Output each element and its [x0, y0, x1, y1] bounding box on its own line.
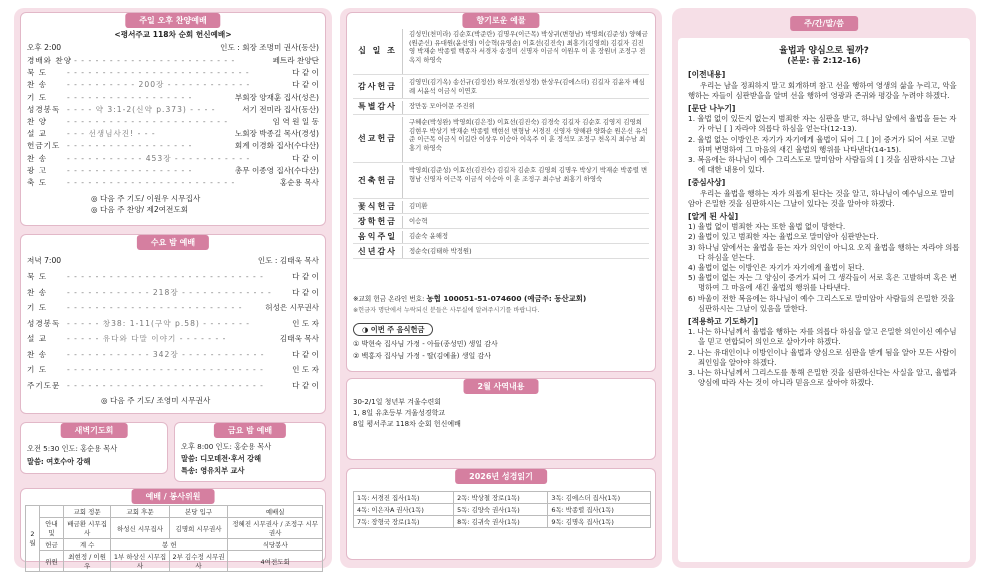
table-cell: 정혜진 시무권사 / 조정구 시무권사	[228, 518, 323, 539]
order-row	[27, 79, 319, 90]
schedule-box	[346, 378, 656, 460]
schedule-header: 2월 사역내용	[464, 379, 539, 394]
table-cell: 안내 및	[40, 518, 64, 539]
table-header-cell: 교회 정문	[64, 506, 111, 518]
account-row	[353, 293, 649, 304]
table-header-cell: 교회 후문	[111, 506, 170, 518]
friday-worship-box	[174, 422, 326, 482]
table-cell: 2부 김수정 시무권사	[169, 551, 228, 572]
sunday-note-2: ◎ 다음 주 찬양/ 제2여전도회	[91, 205, 189, 214]
service-volunteers-header: 예배 / 봉사위원	[132, 489, 215, 504]
order-person: 임 역 원 일 동	[272, 117, 319, 126]
section-central-idea: [중심사상]	[688, 178, 726, 188]
list-item: 1. 나는 하나님께서 율법을 행하는 자를 의롭다 하심을 알고 은밀한 의인이신 예수님을 믿고 연합되어 의인으로 살아가야 하겠다.	[688, 327, 957, 347]
order-label: 묵 도	[27, 68, 48, 78]
order-person: 다 같 이	[292, 272, 319, 281]
list-item: 6) 바울이 전한 복음에는 하나님이 예수 그리스도로 말미암아 사람들의 은밀한 것을 심판하시는 그날이 있음을 말한다.	[688, 293, 955, 313]
offering-box	[346, 12, 656, 372]
fri-special: 특송: 영유치부 교사	[181, 466, 245, 475]
order-label: 기 도	[27, 365, 48, 374]
order-row	[27, 177, 319, 188]
table-row	[26, 539, 323, 551]
order-person: 다 같 이	[292, 287, 319, 297]
section-learned-facts: [알게 된 사실]	[688, 212, 739, 222]
offering-type: 음익주일	[353, 231, 403, 243]
order-person: 다 같 이	[292, 349, 319, 359]
offering-row	[353, 77, 649, 99]
section-previous: [이전내용]	[688, 70, 726, 80]
table-cell: 6독: 박종렬 집사(1독)	[548, 504, 651, 516]
order-person: 노회장 박종길 목사(경성)	[234, 129, 319, 139]
bible-reading-header: 2026년 성경읽기	[455, 469, 547, 484]
sermon-reference: (본문: 롬 2:12-16)	[787, 56, 861, 66]
weekly-word-header: 주/간/말/씀	[790, 16, 858, 31]
service-volunteers-box	[20, 488, 326, 570]
order-label: 찬 양	[27, 117, 48, 126]
schedule-item-1: 30-2/1일 청년부 겨울수련회	[353, 398, 442, 406]
bible-reading-table	[353, 491, 651, 528]
order-detail: - - - - - - - - - - - - - - - - - -	[67, 141, 193, 151]
list-item: 3. 복음에는 하나님이 예수 그리스도로 말미암아 사람들의 [ ] 것을 심판하시는 그날에 대한 내용이 있다.	[688, 155, 956, 175]
offering-type: 특별감사	[353, 101, 403, 114]
offering-type: 장학헌금	[353, 216, 403, 228]
order-person: 김태욱 목사	[279, 334, 319, 343]
order-label: 성경봉독	[27, 318, 61, 328]
weekly-word-body	[678, 38, 970, 562]
order-row	[27, 302, 319, 313]
order-label: 광 고	[27, 165, 48, 175]
offering-names: 김성민(천미라) 김순호(박준란) 김명우(이근목) 박상귀(변형남) 박명희(김준성) 양혜금(원준신) 유대원(윤선영) 이승혁(유영순) 이효선(김진숙) 최홍기(김영희) 김길자 김진영 박재순 박종렬 백종자 서경자 송정미 신명자 이금식 이원우 이 훈 장원녀 조정구 전옥지 하영숙	[409, 30, 648, 64]
list-item: 4) 율법이 없는 이방인은 자기가 자기에게 율법이 된다.	[688, 263, 865, 273]
table-cell: 김명희 시무권사	[169, 518, 228, 539]
table-cell: 1독: 서경진 집사(1독)	[354, 492, 454, 504]
table-cell: 위원	[40, 551, 64, 572]
table-header-cell: 예배실	[228, 506, 323, 518]
list-item: 5) 율법이 없는 자는 그 양심이 증거가 되어 그 생각들이 서로 혹은 고발하며 혹은 변명하여 그 마음에 새긴 율법의 행위를 나타낸다.	[688, 273, 957, 293]
list-item: 2. 나는 유대인이나 이방인이나 율법과 양심으로 심판을 받게 됨을 알아 모든 사람이 죄인임을 알아야 하겠다.	[688, 347, 957, 367]
order-row	[27, 380, 319, 391]
table-cell: 봉 헌	[111, 539, 228, 551]
order-row	[27, 271, 319, 282]
sunday-time: 오후 2:00	[27, 43, 62, 52]
order-row	[27, 165, 319, 176]
offering-row	[353, 101, 649, 115]
dawn-prayer-header: 새벽기도회	[61, 423, 128, 438]
list-item: 3) 하나님 앞에서는 율법을 듣는 자가 의인이 아니요 오직 율법을 행하는 자라야 의롭다 하심을 얻는다.	[688, 242, 960, 262]
offering-type: 십 일 조	[353, 29, 403, 74]
order-detail: - - - - - - - - - - - - - - - - - - - - - - - -	[67, 178, 236, 187]
order-row	[27, 67, 319, 78]
order-person: 서기 전미라 집사(동산)	[242, 104, 319, 114]
meal-item-2: ② 백홍자 집사님 가정 - 딸(김예율) 생일 감사	[353, 352, 492, 360]
list-item: 1) 율법 없이 범죄한 자는 또한 율법 없이 망한다.	[688, 222, 846, 232]
offering-type: 꽃식헌금	[353, 201, 403, 213]
table-cell: 4여전도회	[228, 551, 323, 572]
order-row	[27, 287, 319, 298]
order-detail: - - - - - - - - - - - 453장 - - - - - - - - - - -	[67, 153, 251, 163]
order-row	[27, 333, 319, 344]
order-detail: - - - - - - - - - - 200장 - - - - - - - - - - - -	[67, 80, 251, 90]
order-detail: - - - - - - - - - - - - - - - - - - - - - - -	[67, 117, 229, 126]
dawn-time: 오전 5:30 인도: 홍순용 목사	[27, 444, 118, 453]
order-person: 다 같 이	[292, 153, 319, 163]
table-cell: 헌금	[40, 539, 64, 551]
offering-type: 감사헌금	[353, 77, 403, 98]
order-detail: - - - - - - - - - - - - - - - - - - - - - - - - - - - -	[67, 365, 264, 374]
offering-names: 김순숙 윤해정	[409, 232, 449, 240]
order-row	[27, 104, 319, 115]
right-panel	[672, 8, 976, 568]
wed-time-row	[27, 255, 319, 266]
list-item: 3. 나는 하나님께서 그리스도를 통해 은밀한 것을 심판하신다는 사실을 알고, 율법과 양심에 따라 사는 것이 아니라 믿음으로 살아야 하겠다.	[688, 368, 957, 388]
order-label: 축 도	[27, 178, 48, 187]
table-row	[354, 504, 651, 516]
order-detail: - - - - - - - - - - - - 342장 - - - - - - - - - - - -	[67, 349, 265, 359]
order-detail: - - - - - - - - - - - - - - - - - -	[67, 165, 193, 175]
list-item: 2. 율법 없는 이방인은 자기가 자기에게 율법이 되어 그 [ ]이 증거가 되어 서로 고발하며 변명하여 그 마음의 새긴 율법의 행위를 나타낸다(14-15).	[688, 134, 956, 154]
order-detail: - - - - - - - - - - - - - - - - - - - - - - - -	[67, 56, 236, 65]
order-label: 설 교	[27, 129, 48, 139]
middle-panel	[340, 8, 662, 568]
table-cell: 8독: 김귀숙 권사(1독)	[454, 516, 548, 528]
account-label: ※교회 헌금 온라인 번호:	[353, 295, 425, 303]
table-row	[26, 518, 323, 539]
sunday-worship-header: 주일 오후 찬양예배	[125, 13, 220, 28]
meal-item-1: ① 박현숙 집사님 가정 - 아들(종성민) 생일 감사	[353, 340, 498, 348]
offering-type: 건축헌금	[353, 165, 403, 198]
service-table	[25, 505, 323, 572]
service-month: 2 월	[26, 506, 40, 572]
table-cell: 최현정 / 이원우	[64, 551, 111, 572]
table-cell: 식당봉사	[228, 539, 323, 551]
order-detail: - - - - - - - - - - - - - - - - - -	[67, 92, 193, 102]
order-row	[27, 318, 319, 329]
order-label: 주기도문	[27, 380, 61, 390]
order-row	[27, 55, 319, 66]
order-person: 허성은 시무권사	[265, 303, 319, 312]
left-panel	[14, 8, 332, 568]
account-note: ※헌금자 명단에서 누락되신 분들은 사무실에 알려주시기를 바랍니다.	[353, 307, 540, 314]
order-detail: - - - - - - - - - - - - - - - - - - - - - - - - - -	[67, 68, 250, 78]
order-row	[27, 153, 319, 164]
order-label: 찬 송	[27, 80, 48, 90]
order-person: 페트라 찬양단	[272, 56, 319, 65]
order-person: 다 같 이	[292, 380, 319, 390]
sunday-worship-box	[20, 12, 326, 226]
table-cell: 1부 하상신 시무집사	[111, 551, 170, 572]
table-cell: 3독: 김에스더 집사(1독)	[548, 492, 651, 504]
order-label: 설 교	[27, 334, 48, 343]
order-person: 홍순용 목사	[279, 178, 319, 187]
table-cell: 5독: 김양숙 권사(1독)	[454, 504, 548, 516]
offering-row	[353, 201, 649, 214]
offering-row	[353, 246, 649, 259]
order-row	[27, 116, 319, 127]
meal-header: ◑ 이번 주 음식헌금	[353, 323, 433, 336]
wed-note: ◎ 다음 주 기도/ 조영미 시무권사	[101, 396, 211, 405]
table-cell: 4독: 이은자A 권사(1독)	[354, 504, 454, 516]
order-label: 찬 송	[27, 153, 48, 163]
sunday-leader: 인도 : 회장 조명미 권사(동산)	[220, 43, 319, 52]
order-label: 묵 도	[27, 272, 48, 281]
order-row	[27, 92, 319, 103]
offering-row	[353, 231, 649, 244]
offering-type: 선교헌금	[353, 117, 403, 162]
order-person: 인 도 자	[292, 365, 319, 374]
order-detail: - - - - - 창38: 1-11(구약 p.58) - - - - - - -	[67, 318, 250, 328]
order-person: 회계 이경화 집사(수다산)	[234, 141, 319, 151]
account-number: 농협 100051-51-074600 (예금주: 동산교회)	[426, 294, 587, 303]
bible-reading-box	[346, 468, 656, 560]
offering-names: 박영희(김준성) 이효선(김진숙) 김길자 김순호 김영희 김명우 박상기 박재순 박종렬 변형남 신영자 이근목 이금식 이승아 이 훈 조정구 최수남 최홍기 하영숙	[409, 166, 648, 183]
order-detail: - - - - - - - - - - - - - - - - - - - - - - - - -	[67, 303, 243, 312]
offering-row	[353, 165, 649, 199]
offering-row	[353, 29, 649, 75]
order-person: 인 도 자	[292, 318, 319, 328]
sunday-time-row	[27, 42, 319, 53]
table-cell: 배금환 시무집사	[64, 518, 111, 539]
order-label: 헌금기도	[27, 141, 61, 151]
dawn-prayer-box	[20, 422, 168, 474]
order-person: 총무 이종영 집사(수다산)	[234, 165, 319, 175]
order-row	[27, 140, 319, 151]
table-row	[26, 506, 323, 518]
sunday-note-1: ◎ 다음 주 기도/ 이원우 시무집사	[91, 194, 201, 203]
section-central-idea-text: 우리는 율법을 행하는 자가 의롭게 된다는 것을 알고, 하나님이 예수님으로 말미암아 은밀한 것을 심판하시는 그날이 있다는 것을 알아야 하겠다.	[688, 188, 955, 208]
order-label: 찬 송	[27, 349, 48, 359]
offering-names: 김미환	[409, 202, 428, 210]
section-previous-text: 우리는 남을 정죄하지 말고 회개하며 참고 선을 행하여 영생의 삶을 누리고, 악을 행하는 자들이 심판받을을 알며 선을 행하여 영광과 존귀와 평강을 누려야 하겠다.	[688, 80, 957, 100]
table-cell: 9독: 김명옥 집사(1독)	[548, 516, 651, 528]
list-item: 1. 율법 없이 있든지 없는지 범죄한 자는 심판을 받고, 하나님 앞에서 율법을 듣는 자가 아닌 [ ] 자라야 의롭다 하심을 얻는다(12-13).	[688, 114, 957, 134]
offering-type: 신년감사	[353, 246, 403, 258]
fri-time: 오후 8:00 인도: 홍순용 목사	[181, 442, 272, 451]
dawn-word: 말씀: 여호수아 강해	[27, 457, 91, 466]
order-label: 기 도	[27, 92, 48, 102]
order-label: 성경봉독	[27, 104, 61, 114]
order-detail: - - - - - - - - - - - - - - - - - - - - - - - - - - - -	[67, 272, 264, 281]
order-person: 부회장 양재훈 집사(성은)	[234, 92, 319, 102]
friday-worship-header: 금요 밤 예배	[214, 423, 286, 438]
table-header-cell: 본당 입구	[169, 506, 228, 518]
offering-names: 장만동 모아이문 주진위	[409, 102, 475, 110]
wed-time: 저녁 7:00	[27, 256, 62, 265]
table-cell	[40, 506, 64, 518]
table-cell: 7독: 장형국 장로(1독)	[354, 516, 454, 528]
order-detail: - - - - - 유다와 다말 이야기 - - - - - - -	[67, 334, 227, 343]
schedule-item-3: 8일 평서주교 118차 순회 헌신예배	[353, 420, 461, 428]
schedule-item-2: 1, 8일 유초등부 겨울성경학교	[353, 409, 446, 417]
fri-word: 말씀: 디모데전·후서 강해	[181, 454, 262, 463]
order-label: 기 도	[27, 303, 48, 312]
order-row	[27, 364, 319, 375]
offering-header: 향기로운 예물	[462, 13, 539, 28]
order-detail: - - - - 약 3:1-2(신약 p.373) - - - -	[67, 104, 216, 114]
sermon-title: 율법과 양심으로 될까?	[779, 46, 869, 56]
table-cell: 계 수	[64, 539, 111, 551]
table-row	[354, 492, 651, 504]
order-person: 다 같 이	[292, 80, 319, 90]
table-cell: 2독: 박상철 장로(1독)	[454, 492, 548, 504]
order-person: 다 같 이	[292, 68, 319, 78]
wednesday-worship-header: 수요 밤 예배	[137, 235, 209, 250]
offering-row	[353, 216, 649, 229]
wed-leader: 인도 : 김태욱 목사	[257, 256, 319, 265]
section-application: [적용하고 기도하기]	[688, 317, 759, 327]
order-label: 경배와 찬양	[27, 56, 73, 65]
offering-names: 정순숙(김태하 박정원)	[409, 247, 472, 255]
offering-row	[353, 117, 649, 163]
offering-names: 이승혁	[409, 217, 428, 225]
offering-names: 구혜순(박성완) 박영희(김은정) 이효선(김진숙) 김경숙 김길자 김순호 김영지 김영희 김현우 박상기 박재순 박종렬 백현선 변형남 서경진 신영자 양해관 양화순 원은신 유석준 이근목 이금식 이길란 이상우 이승아 이옥주 이 훈 정석모 조정구 천옥지 최수남 최홍기 하영숙	[409, 118, 648, 152]
table-row	[354, 516, 651, 528]
order-row	[27, 349, 319, 360]
order-detail: - - - - - - - - - - - - 218장 - - - - - - - - - - - - -	[67, 287, 272, 297]
order-row	[27, 128, 319, 139]
order-detail: - - - - - - - - - - - - - - - - - - - - - - - - - - - -	[67, 380, 264, 390]
sunday-subtitle: <평서주교 118차 순회 헌신예배>	[114, 30, 232, 39]
list-item: 2) 율법이 있고 범죄한 자는 율법으로 말미암아 심판받는다.	[688, 232, 879, 242]
table-cell: 하성신 시무집사	[111, 518, 170, 539]
order-label: 찬 송	[27, 287, 48, 297]
table-row	[26, 551, 323, 572]
order-detail: - - - 선생님사진! - - -	[67, 129, 156, 139]
wednesday-worship-box	[20, 234, 326, 414]
section-paragraphs: [문단 나누기]	[688, 104, 736, 114]
offering-names: 김영민(김기옥) 송선규(김정선) 하모경(전성경) 한상우(김에스더) 김길자 김윤자 배심례 서윤석 이금식 이연호	[409, 78, 645, 95]
